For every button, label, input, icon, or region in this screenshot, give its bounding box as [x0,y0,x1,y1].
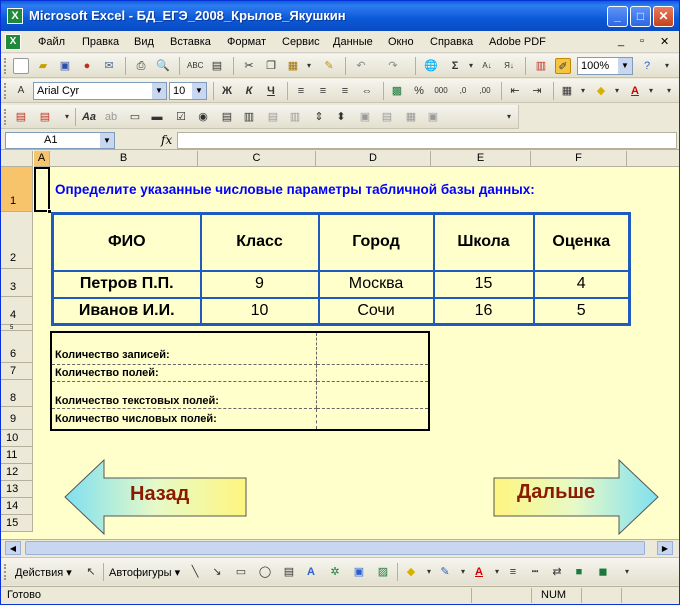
font-combo[interactable] [33,82,167,100]
toolbar-options-icon[interactable]: ▾ [624,567,629,576]
menu-data[interactable]: Данные [333,36,373,48]
font-name: Arial Cyr [37,85,80,97]
sum-dropdown-icon[interactable]: ▾ [468,61,473,70]
undo-icon[interactable]: ↶ [356,60,366,72]
worksheet[interactable] [1,151,679,539]
format-painter-icon[interactable]: ✎ [324,60,334,72]
percent-icon[interactable]: % [414,85,424,97]
cell-school[interactable]: 16 [434,298,534,325]
back-button-label: Назад [130,483,190,505]
standard-toolbar [1,54,679,78]
row-header-9[interactable]: 9 [1,407,33,430]
header-school[interactable]: Школа [434,214,534,271]
column-header-g[interactable] [627,151,679,167]
line-color-dropdown-icon[interactable]: ▾ [460,567,465,576]
row-header-1[interactable]: 1 [1,167,33,212]
workbook-icon[interactable]: X [5,34,21,50]
fill-dropdown-icon[interactable]: ▾ [426,567,431,576]
menu-help[interactable]: Справка [430,36,474,48]
task-heading: Определите указанные числовые параметры табличной базы данных: [55,182,535,197]
line-icon[interactable]: ╲ [191,566,199,578]
merge-center-icon[interactable]: ⇔ [361,85,373,97]
paste-icon[interactable]: ▦ [287,60,299,72]
autoshapes-label: Автофигуры [109,567,172,579]
sort-ascending-icon[interactable]: А↓ [482,61,492,70]
column-header-d[interactable]: D [316,151,431,167]
row-header-13[interactable]: 13 [1,481,33,498]
combo-box-icon[interactable]: ▥ [243,111,255,123]
cell-name[interactable]: Петров П.П. [53,271,201,298]
toggle-grid-icon[interactable]: ▦ [405,111,417,123]
size-combo[interactable] [169,82,207,100]
toolbar-grip[interactable] [4,58,7,74]
header-class[interactable]: Класс [201,214,319,271]
cell-class[interactable]: 9 [201,271,319,298]
name-box-dropdown-icon[interactable]: ▼ [100,133,114,148]
header-grade[interactable]: Оценка [534,214,630,271]
picture-icon[interactable]: ▨ [377,566,389,578]
menu-adobe-pdf[interactable]: Adobe PDF [489,36,546,48]
param-numeric-fields-label: Количество числовых полей: [55,412,217,425]
doc-restore-button[interactable]: ▫ [640,35,644,47]
doc-minimize-button[interactable]: _ [618,35,625,47]
close-button[interactable]: ✕ [653,6,674,27]
combo-list-icon[interactable]: ▤ [267,111,279,123]
autoshapes-menu[interactable]: Автофигуры ▾ [109,567,181,579]
help-icon[interactable]: ? [643,60,651,72]
option-button-icon[interactable]: ◉ [198,111,208,123]
name-box[interactable] [5,132,115,149]
comma-style-icon[interactable]: 000 [434,86,448,95]
menu-bar [1,31,679,53]
align-left-icon[interactable]: ≡ [297,85,305,97]
cell-grade[interactable]: 4 [534,271,630,298]
status-bar [1,586,679,604]
sum-icon[interactable]: Σ [451,60,459,72]
drawing-toolbar [1,557,679,585]
toolbar-grip[interactable] [4,83,7,99]
param-text-fields-answer[interactable] [316,381,429,408]
currency-icon[interactable]: ▩ [391,85,403,97]
decrease-indent-icon[interactable]: ⇤ [510,85,520,97]
bold-button[interactable]: Ж [222,85,232,97]
permission-icon[interactable]: ● [83,60,91,72]
draw-actions-menu[interactable]: Действия ▾ [15,567,72,579]
rectangle-icon[interactable]: ▭ [235,566,247,578]
cell-grade[interactable]: 5 [534,298,630,325]
dash-style-icon[interactable]: ┅ [531,566,539,578]
table-row [53,298,630,325]
param-fields-answer[interactable] [316,364,429,381]
database-table [51,212,631,326]
cell-city[interactable]: Сочи [319,298,434,325]
font-color-dropdown-icon[interactable]: ▾ [494,567,499,576]
menu-view[interactable]: Вид [134,36,154,48]
increase-indent-icon[interactable]: ⇥ [532,85,542,97]
font-color-icon[interactable]: A [475,566,483,578]
row-header-11[interactable]: 11 [1,447,33,464]
minimize-button[interactable]: _ [607,6,628,27]
maximize-button[interactable]: □ [630,6,651,27]
align-right-icon[interactable]: ≡ [341,85,349,97]
fill-color-icon[interactable]: ◆ [406,566,416,578]
shadow-icon[interactable]: ■ [575,566,583,578]
text-box-icon[interactable]: ▤ [283,566,295,578]
cell-city[interactable]: Москва [319,271,434,298]
column-header-c[interactable]: C [198,151,316,167]
arrow-style-icon[interactable]: ⇄ [552,566,562,578]
group-box-icon[interactable]: ▭ [129,111,141,123]
row-header-10[interactable]: 10 [1,430,33,447]
increase-decimal-icon[interactable]: ,0 [459,86,467,95]
new-icon[interactable] [13,58,29,74]
row-header-15[interactable]: 15 [1,515,33,532]
column-header-b[interactable]: B [50,151,198,167]
font-color-dropdown-icon[interactable]: ▾ [648,86,653,95]
borders-icon[interactable]: ▦ [561,85,573,97]
draw-actions-label: Действия [15,567,64,579]
row-header-2[interactable]: 2 [1,212,33,269]
spelling-icon[interactable]: ABC [187,61,204,70]
button-icon[interactable]: ▬ [151,111,163,123]
row-header-5[interactable]: 5 [1,325,33,331]
clipart-icon[interactable]: ▣ [353,566,365,578]
diagram-icon[interactable]: ✲ [330,566,340,578]
sort-descending-icon[interactable]: Я↓ [504,61,514,70]
table-row [53,271,630,298]
chart-icon[interactable]: ▥ [535,60,547,72]
row-header-7[interactable]: 7 [1,363,33,380]
open-icon[interactable]: ▰ [38,60,48,72]
cell-class[interactable]: 10 [201,298,319,325]
toolbar-options-icon[interactable]: ▾ [666,86,671,95]
formatting-toolbar [1,79,679,103]
copy-icon[interactable]: ❐ [266,60,276,72]
print-preview-icon[interactable]: 🔍 [156,60,170,72]
cell-name[interactable]: Иванов И.И. [53,298,201,325]
scroll-left-icon[interactable]: ◀ [5,541,21,555]
param-records-answer[interactable] [316,332,429,364]
title-bar [1,1,679,31]
row-header-14[interactable]: 14 [1,498,33,515]
excel-icon: X [7,8,23,24]
research-icon[interactable]: ▤ [211,60,223,72]
borders-dropdown-icon[interactable]: ▾ [580,86,585,95]
oval-icon[interactable]: ◯ [258,566,272,578]
param-records-label: Количество записей: [51,332,316,364]
row-header-3[interactable]: 3 [1,269,33,297]
cut-icon[interactable]: ✂ [244,60,254,72]
scroll-bar-icon[interactable]: ⇕ [314,111,324,123]
select-all-corner[interactable] [1,151,33,167]
select-objects-icon[interactable]: ↖ [86,566,96,578]
header-city[interactable]: Город [319,214,434,271]
pdf-icon[interactable]: ▤ [15,111,27,123]
pdf-mail-icon[interactable]: ▤ [39,111,51,123]
checkbox-icon[interactable]: ☑ [176,111,186,123]
fill-color-icon[interactable]: ◆ [596,85,606,97]
horizontal-scrollbar[interactable] [1,539,679,556]
font-color-icon[interactable]: A [631,85,639,97]
row-header-8[interactable]: 8 [1,380,33,407]
scroll-thumb[interactable] [25,541,645,555]
wordart-icon[interactable]: A [307,566,315,578]
column-header-e[interactable]: E [431,151,531,167]
control-properties-icon[interactable]: ▣ [359,111,371,123]
fill-dropdown-icon[interactable]: ▾ [614,86,619,95]
run-dialog-icon[interactable]: ▣ [427,111,439,123]
zoom-value: 100% [581,60,610,72]
menu-tools[interactable]: Сервис [282,36,320,48]
redo-icon[interactable]: ↷ [388,60,398,72]
param-fields-label: Количество полей: [51,364,316,381]
formula-input[interactable] [177,132,677,149]
param-numeric-fields-answer[interactable] [316,408,429,430]
column-header-a[interactable]: A [34,151,50,167]
italic-button[interactable]: К [245,85,253,97]
line-color-icon[interactable]: ✎ [440,566,450,578]
back-button[interactable] [64,459,248,535]
param-text-fields-label: Количество текстовых полей: [51,381,316,408]
scroll-right-icon[interactable]: ▶ [657,541,673,555]
font-size: 10 [173,85,186,97]
forms-toolbar [1,105,519,129]
window-title: Microsoft Excel - БД_ЕГЭ_2008_Крылов_Якушкин [29,8,346,23]
toolbar-grip[interactable] [4,109,7,125]
formula-bar [1,131,679,150]
header-fio[interactable]: ФИО [53,214,201,271]
menu-window[interactable]: Окно [388,36,414,48]
decrease-decimal-icon[interactable]: ,00 [479,86,491,95]
line-style-icon[interactable]: ≡ [509,566,517,578]
num-lock-indicator: NUM [541,589,567,601]
menu-insert[interactable]: Вставка [170,36,211,48]
next-button[interactable] [493,459,659,535]
hyperlink-icon[interactable]: 🌐 [424,60,438,72]
print-icon[interactable]: ⎙ [136,60,146,72]
cell-school[interactable]: 15 [434,271,534,298]
fx-icon[interactable]: fx [161,133,173,147]
size-dropdown-icon[interactable]: ▼ [192,83,206,99]
arrow-icon[interactable]: ↘ [212,566,222,578]
style-icon[interactable]: A [17,85,25,96]
pdf-options-icon[interactable]: ▾ [64,112,69,121]
combo-dropdown-icon[interactable]: ▥ [289,111,301,123]
menu-format[interactable]: Формат [227,36,267,48]
font-dropdown-icon[interactable]: ▼ [152,83,166,99]
save-icon[interactable]: ▣ [59,60,71,72]
spinner-icon[interactable]: ⬍ [336,111,346,123]
list-box-icon[interactable]: ▤ [221,111,233,123]
zoom-dropdown-icon[interactable]: ▼ [618,58,632,74]
toolbar-options-icon[interactable]: ▾ [506,112,511,121]
3d-icon[interactable]: ◼ [598,566,608,578]
drawing-icon[interactable]: ✐ [555,58,571,74]
status-text: Готово [7,589,41,601]
align-center-icon[interactable]: ≡ [319,85,327,97]
edit-box-icon[interactable]: ab [104,111,118,123]
parameters-table [50,331,430,431]
paste-dropdown-icon[interactable]: ▾ [306,61,311,70]
label-icon[interactable]: Aa [81,111,97,123]
email-icon[interactable]: ✉ [104,60,114,72]
next-button-label: Дальше [517,481,596,503]
row-header-4[interactable]: 4 [1,297,33,325]
active-cell-a1[interactable] [34,167,50,212]
menu-edit[interactable]: Правка [82,36,120,48]
doc-close-button[interactable]: ✕ [660,36,670,48]
zoom-combo[interactable] [577,57,633,75]
menu-file[interactable]: Файл [38,36,66,48]
name-box-value: A1 [44,134,58,146]
row-header-6[interactable]: 6 [1,331,33,363]
toolbar-options-icon[interactable]: ▾ [664,61,669,70]
underline-button[interactable]: Ч [267,85,275,97]
toolbar-grip[interactable] [4,564,7,580]
column-header-f[interactable]: F [531,151,627,167]
edit-code-icon[interactable]: ▤ [381,111,393,123]
row-header-12[interactable]: 12 [1,464,33,481]
